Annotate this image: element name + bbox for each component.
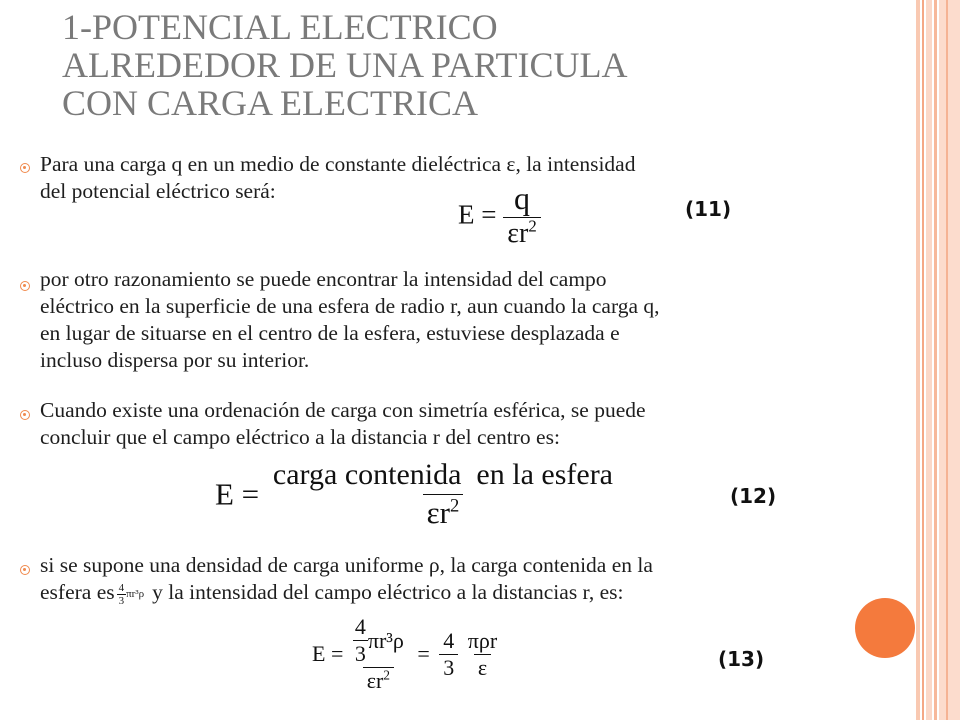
title-line-3: CON CARGA ELECTRICA bbox=[62, 83, 479, 123]
eq13-equals: = bbox=[417, 641, 430, 666]
eq12-numerator: carga contenida en la esfera bbox=[272, 458, 613, 491]
bullet-4-line-1: si se supone una densidad de carga uniforme ρ, la carga contenida en la bbox=[40, 553, 653, 577]
bullet-4-line-2-start: esfera es bbox=[40, 580, 115, 604]
bullet-2-text bbox=[40, 266, 860, 374]
eq13-inner-fraction bbox=[353, 614, 368, 667]
eq11-lhs: E = bbox=[458, 199, 497, 230]
bullet-icon bbox=[20, 281, 30, 291]
bullet-4-line-2 bbox=[40, 579, 870, 608]
eq11-fraction bbox=[503, 180, 540, 250]
eq11-denominator bbox=[503, 217, 540, 250]
slide-title bbox=[62, 8, 862, 122]
eq13-frac3-num: πρr bbox=[467, 627, 498, 653]
bullet-1-line-1: Para una carga q en un medio de constante dieléctrica ε, la intensidad bbox=[40, 152, 636, 176]
bullet-1-line-2: del potencial eléctrico será: bbox=[40, 179, 276, 203]
bullet-2-line-4: incluso dispersa por su interior. bbox=[40, 348, 310, 372]
eq11-den-base: εr bbox=[507, 218, 529, 249]
bullet-4-line-2-end: y la intensidad del campo eléctrico a la distancias r, es: bbox=[152, 580, 624, 604]
eq13-frac2-num: 4 bbox=[443, 627, 455, 653]
decorative-stripes bbox=[916, 0, 960, 720]
eq13-inner-num: 4 bbox=[354, 614, 366, 639]
eq13-frac3-den: ε bbox=[474, 654, 491, 681]
orange-circle-decoration bbox=[855, 598, 915, 658]
eq12-fraction bbox=[267, 458, 619, 531]
eq12-denominator bbox=[423, 494, 464, 531]
bullet-4-text bbox=[40, 552, 870, 608]
eq12-den-exp: 2 bbox=[449, 495, 460, 517]
bullet-2-line-1: por otro razonamiento se puede encontrar la intensidad del campo bbox=[40, 267, 607, 291]
inline-charge-tail: πr³ρ bbox=[126, 587, 145, 600]
equation-label-13: (13) bbox=[718, 647, 765, 671]
eq13-inner-tail: πr³ρ bbox=[367, 627, 404, 653]
equation-label-12: (12) bbox=[730, 484, 777, 508]
eq11-numerator: q bbox=[513, 180, 530, 216]
bullet-3-text bbox=[40, 397, 860, 451]
eq11-den-exp: 2 bbox=[528, 216, 537, 236]
title-line-1: 1-POTENCIAL ELECTRICO bbox=[62, 7, 498, 47]
inline-charge-num: 4 bbox=[118, 581, 125, 594]
bullet-icon bbox=[20, 410, 30, 420]
eq12-lhs: E = bbox=[215, 476, 260, 512]
eq13-fraction-3 bbox=[464, 628, 501, 681]
bullet-icon bbox=[20, 565, 30, 575]
equation-label-11: (11) bbox=[685, 197, 732, 221]
inline-charge-fraction bbox=[117, 582, 127, 607]
bullet-3-line-2: concluir que el campo eléctrico a la distancia r del centro es: bbox=[40, 425, 560, 449]
equation-12 bbox=[215, 458, 619, 531]
equation-13 bbox=[312, 614, 501, 694]
eq13-outer-denominator bbox=[363, 667, 394, 694]
bullet-2-line-2: eléctrico en la superficie de una esfera de radio r, aun cuando la carga q, bbox=[40, 294, 660, 318]
eq13-outer-den-exp: 2 bbox=[383, 667, 390, 683]
eq13-outer-den-base: εr bbox=[366, 668, 384, 693]
eq12-den-base: εr bbox=[426, 495, 450, 530]
eq13-frac2-den: 3 bbox=[439, 654, 458, 681]
inline-charge-den: 3 bbox=[118, 594, 125, 607]
eq13-outer-fraction bbox=[349, 614, 408, 694]
bullet-3-line-1: Cuando existe una ordenación de carga con simetría esférica, se puede bbox=[40, 398, 646, 422]
title-line-2: ALREDEDOR DE UNA PARTICULA bbox=[62, 45, 628, 85]
bullet-icon bbox=[20, 163, 30, 173]
equation-11 bbox=[458, 180, 541, 250]
eq13-fraction-2 bbox=[439, 628, 458, 681]
eq13-outer-numerator bbox=[349, 614, 408, 667]
eq13-lhs: E = bbox=[312, 641, 344, 666]
eq13-inner-den: 3 bbox=[354, 641, 366, 666]
bullet-2-line-3: en lugar de situarse en el centro de la esfera, estuviese desplazada e bbox=[40, 321, 620, 345]
